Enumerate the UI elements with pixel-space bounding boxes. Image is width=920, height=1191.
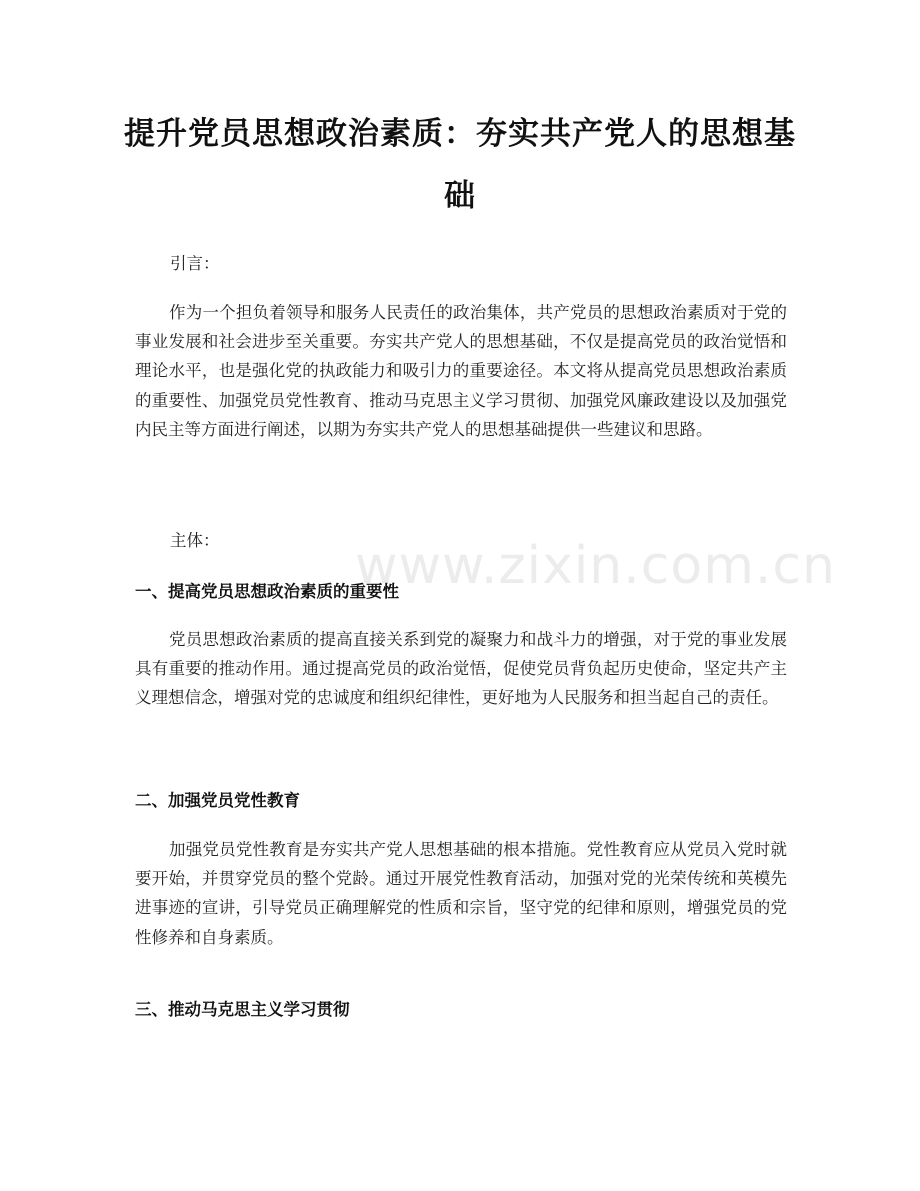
intro-paragraph: 作为一个担负着领导和服务人民责任的政治集体，共产党员的思想政治素质对于党的事业发展和社会进步至关重要。夯实共产党人的思想基础，不仅是提高党员的政治觉悟和理论水平，也是强化党的执政能力和吸引力的重要途径。本文将从提高党员思想政治素质的重要性、加强党员党性教育、推动马克思主义学习贯彻、加强党风廉政建设以及加强党内民主等方面进行阐述，以期为夯实共产党人的思想基础提供一些建议和思路。 bbox=[135, 303, 787, 439]
section-heading-2: 二、加强党员党性教育 bbox=[135, 791, 300, 810]
body-label: 主体： bbox=[170, 531, 220, 550]
section-heading-3: 三、推动马克思主义学习贯彻 bbox=[135, 1000, 350, 1019]
watermark-text: www.zixin.com.cn bbox=[355, 536, 836, 596]
intro-label: 引言： bbox=[170, 254, 220, 273]
document-title: 提升党员思想政治素质：夯实共产党人的思想基础 bbox=[124, 116, 796, 214]
section-paragraph-1: 党员思想政治素质的提高直接关系到党的凝聚力和战斗力的增强，对于党的事业发展具有重要的推动作用。通过提高党员的政治觉悟，促使党员背负起历史使命，坚定共产主义理想信念，增强对党的忠诚度和组织纪律性，更好地为人民服务和担当起自己的责任。 bbox=[135, 630, 787, 708]
section-heading-1: 一、提高党员思想政治素质的重要性 bbox=[135, 582, 399, 601]
section-paragraph-2: 加强党员党性教育是夯实共产党人思想基础的根本措施。党性教育应从党员入党时就要开始，并贯穿党员的整个党龄。通过开展党性教育活动，加强对党的光荣传统和英模先进事迹的宣讲，引导党员正确理解党的性质和宗旨，坚守党的纪律和原则，增强党员的党性修养和自身素质。 bbox=[135, 840, 787, 947]
